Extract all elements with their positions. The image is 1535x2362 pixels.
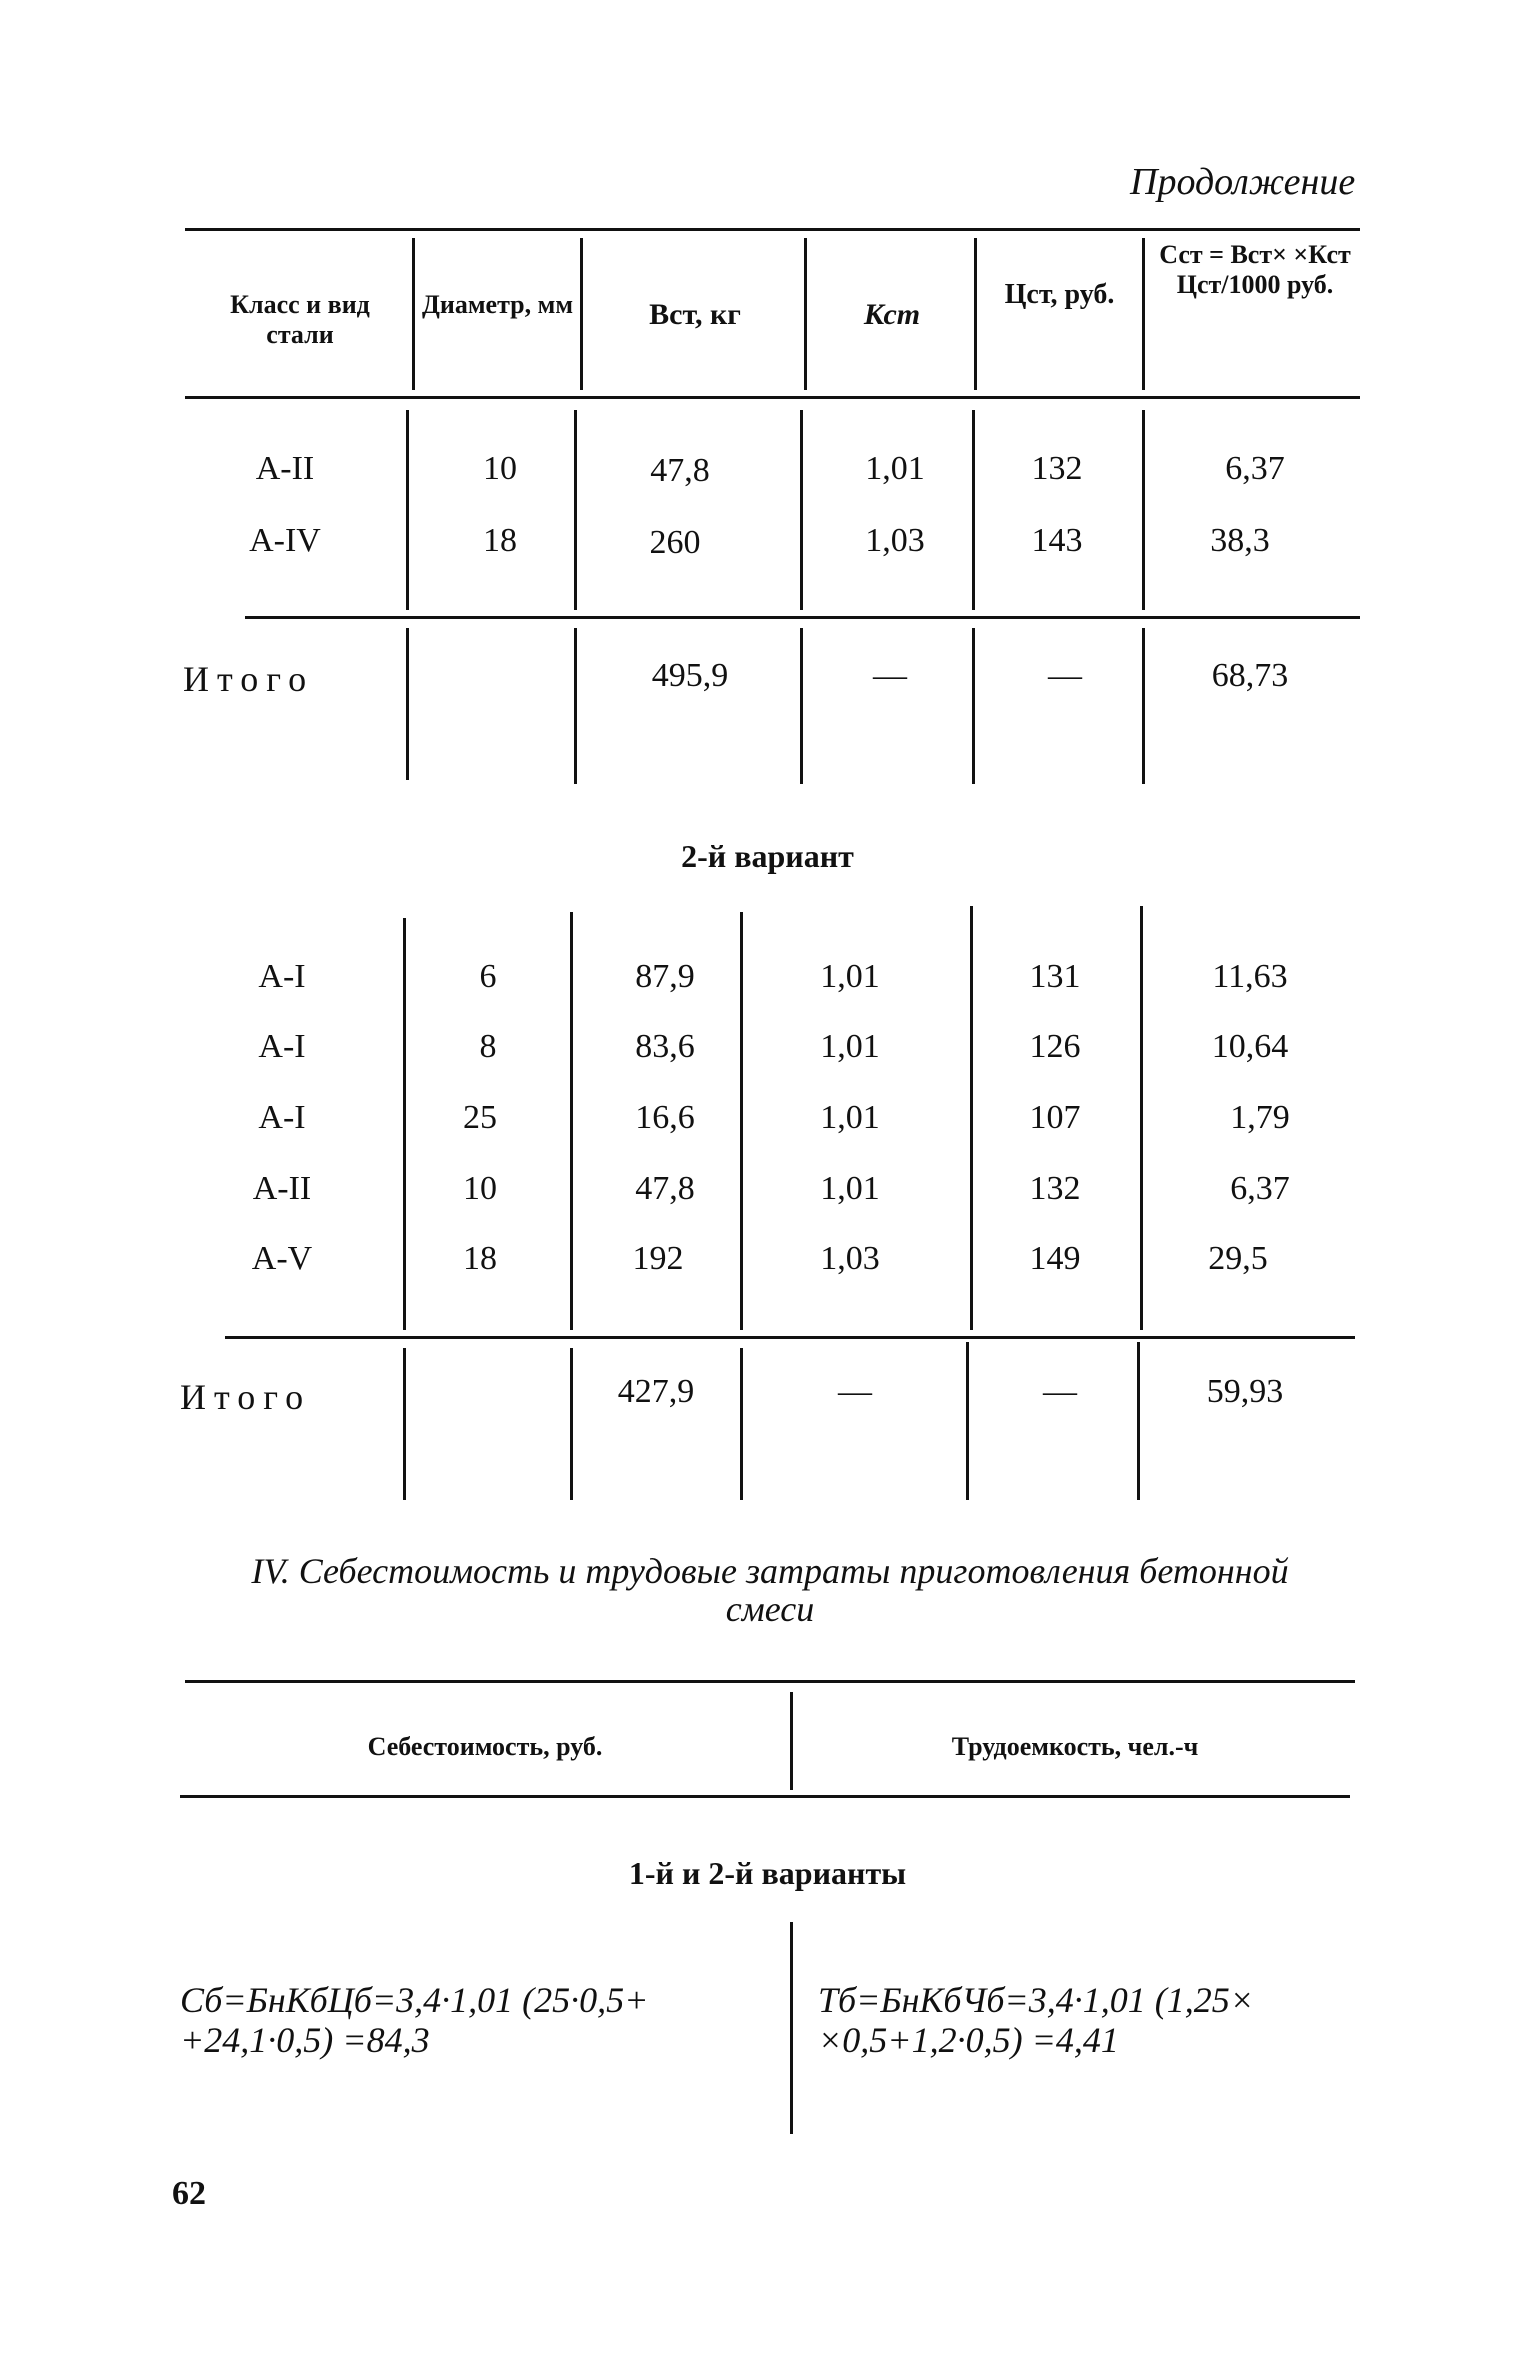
total-label: Итого [183,659,315,699]
cell-k: 1,01 [820,1099,880,1136]
column-divider [800,410,803,610]
cell-weight: 16,6 [635,1099,695,1136]
header-divider [1142,238,1145,390]
cell-diameter: 18 [463,1240,497,1277]
cell-cost: 1,79 [1230,1099,1290,1136]
column-divider [574,628,577,784]
column-divider [972,628,975,784]
header-divider [804,238,807,390]
cell-class: A-II [255,450,315,487]
cell-weight: 87,9 [635,958,695,995]
table-header-rule [185,396,1360,399]
cell-diameter: 10 [463,1170,497,1207]
column-divider [1142,410,1145,610]
column-divider [790,1922,793,2134]
cell-weight: 83,6 [635,1028,695,1065]
cell-cost: 11,63 [1212,958,1288,995]
cell-k: 1,01 [820,958,880,995]
total-label: Итого [180,1377,312,1417]
column-divider [970,906,973,1330]
continuation-label: Продолжение [1130,161,1356,203]
cell-diameter: 25 [463,1099,497,1136]
cell-cost: 6,37 [1230,1170,1290,1207]
column-divider [570,1348,573,1500]
cell-weight: 47,8 [635,1170,695,1207]
table-header-rule [180,1795,1350,1798]
cell-class: A-V [251,1240,313,1277]
formula-line: +24,1·0,5) =84,3 [180,2020,430,2060]
section-title-line: IV. Себестоимость и трудовые затраты приготовления бетонной [251,1551,1289,1591]
formula-line: Тб=БнКбЧб=3,4·1,01 (1,25× [818,1980,1255,2020]
cell-k: 1,03 [820,1240,880,1277]
cell-k: 1,01 [820,1028,880,1065]
table-top-rule [185,228,1360,231]
cell-k: 1,03 [865,522,925,559]
column-divider [1137,1342,1140,1500]
cell-weight: 47,8 [650,452,710,489]
column-divider [972,410,975,610]
formula-cost [180,1980,648,2060]
header-k: Кст [863,298,921,331]
cell-price: 132 [1029,1170,1081,1207]
section-title-line: смеси [725,1589,815,1629]
column-divider [740,912,743,1330]
total-weight: 495,9 [651,657,729,694]
formula-labor [818,1980,1254,2060]
cell-diameter: 18 [483,522,517,559]
column-divider [800,628,803,784]
variants-heading: 1-й и 2-й варианты [628,1855,907,1891]
cell-class: A-II [252,1170,312,1207]
total-k: — [838,1373,872,1410]
cell-diameter: 10 [483,450,517,487]
cell-diameter: 6 [479,958,497,995]
column-divider [1142,628,1145,784]
header-divider [790,1692,793,1790]
cell-diameter: 8 [479,1028,497,1065]
total-price: — [1048,657,1082,694]
column-divider [574,410,577,610]
total-price: — [1043,1373,1077,1410]
cell-cost: 38,3 [1210,522,1270,559]
formula-line: ×0,5+1,2·0,5) =4,41 [818,2020,1119,2060]
total-weight: 427,9 [617,1373,695,1410]
cell-price: 107 [1029,1099,1081,1136]
formula-line: Сб=БнКбЦб=3,4·1,01 (25·0,5+ [180,1980,649,2020]
cell-class: A-I [258,1099,306,1136]
variant2-heading: 2-й вариант [681,838,854,874]
column-divider [1140,906,1143,1330]
header-divider [580,238,583,390]
header-divider [974,238,977,390]
header-cost: Себестоимость, руб. [367,1732,603,1761]
column-divider [570,912,573,1330]
total-k: — [873,657,907,694]
total-rule [225,1336,1355,1339]
cell-weight: 260 [649,524,701,561]
header-divider [412,238,415,390]
total-rule [245,616,1360,619]
table-top-rule [185,1680,1355,1683]
cell-class: A-I [258,958,306,995]
cell-price: 149 [1029,1240,1081,1277]
column-divider [406,628,409,780]
cell-k: 1,01 [865,450,925,487]
cell-cost: 29,5 [1208,1240,1268,1277]
section-title [200,1552,1340,1628]
cell-price: 132 [1031,450,1083,487]
cell-price: 143 [1031,522,1083,559]
cell-class: A-IV [249,522,321,559]
cell-price: 131 [1029,958,1081,995]
header-weight: Вст, кг [649,298,741,331]
cell-class: A-I [258,1028,306,1065]
header-class: Класс и вид стали [230,290,370,349]
column-divider [403,918,406,1330]
cell-k: 1,01 [820,1170,880,1207]
cell-cost: 6,37 [1225,450,1285,487]
cell-weight: 192 [632,1240,684,1277]
total-cost: 59,93 [1206,1373,1284,1410]
column-divider [966,1342,969,1500]
column-divider [740,1348,743,1500]
header-diameter: Диаметр, мм [421,290,574,319]
header-cost: Сст = Вст× ×Кст Цст/1000 руб. [1159,240,1351,299]
cell-price: 126 [1029,1028,1081,1065]
column-divider [403,1348,406,1500]
page-number: 62 [172,2175,206,2212]
column-divider [406,410,409,610]
header-price: Цст, руб. [1004,279,1115,310]
header-labor: Трудоемкость, чел.-ч [951,1732,1199,1761]
total-cost: 68,73 [1211,657,1289,694]
cell-cost: 10,64 [1211,1028,1289,1065]
